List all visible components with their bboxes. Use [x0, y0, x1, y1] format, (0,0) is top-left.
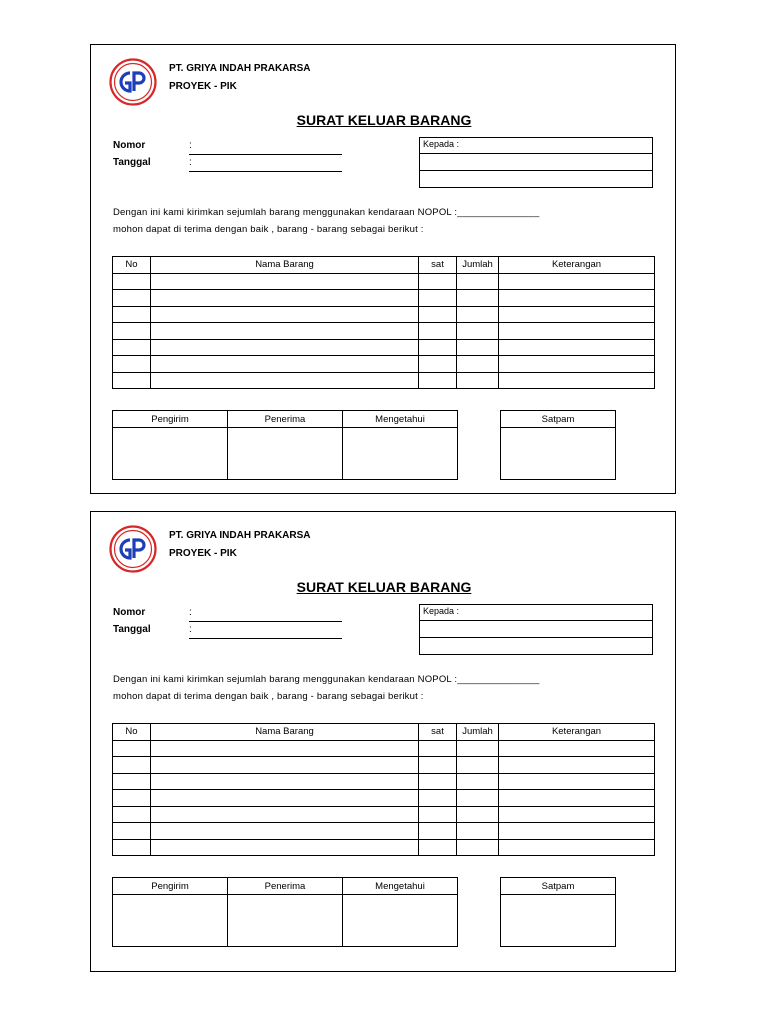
- company-logo-icon: [109, 525, 157, 573]
- cell-no[interactable]: [113, 773, 151, 790]
- items-header-row: [113, 257, 655, 274]
- signature-table: [112, 877, 458, 947]
- cell-jumlah[interactable]: [457, 806, 499, 823]
- cell-jumlah[interactable]: [457, 290, 499, 307]
- cell-jumlah[interactable]: [457, 323, 499, 340]
- project-name: PROYEK - PIK: [169, 81, 237, 92]
- cell-jumlah[interactable]: [457, 823, 499, 840]
- kepada-box: [419, 604, 653, 655]
- table-row: [113, 323, 655, 340]
- cell-no[interactable]: [113, 306, 151, 323]
- tanggal-colon: :: [189, 157, 192, 168]
- cell-sat[interactable]: [419, 372, 457, 389]
- cell-keterangan[interactable]: [499, 823, 655, 840]
- signature-table: [112, 410, 458, 480]
- cell-no[interactable]: [113, 323, 151, 340]
- receive-statement: mohon dapat di terima dengan baik , barang - barang sebagai berikut :: [113, 691, 424, 702]
- table-row: [113, 757, 655, 774]
- items-header-row: [113, 724, 655, 741]
- signature-box-penerima[interactable]: [228, 428, 343, 480]
- table-row: [113, 806, 655, 823]
- cell-keterangan[interactable]: [499, 339, 655, 356]
- cell-keterangan[interactable]: [499, 773, 655, 790]
- nomor-label: Nomor: [113, 140, 146, 151]
- cell-keterangan[interactable]: [499, 806, 655, 823]
- kepada-line[interactable]: [420, 621, 652, 637]
- table-row: [113, 823, 655, 840]
- cell-sat[interactable]: [419, 273, 457, 290]
- cell-jumlah[interactable]: [457, 273, 499, 290]
- column-header-no: No: [113, 257, 151, 274]
- signature-header-mengetahui: Mengetahui: [343, 411, 458, 428]
- table-row: [113, 740, 655, 757]
- signature-box-mengetahui[interactable]: [343, 895, 458, 947]
- nomor-colon: :: [189, 140, 192, 151]
- table-row: [113, 306, 655, 323]
- cell-sat[interactable]: [419, 306, 457, 323]
- signature-box-penerima[interactable]: [228, 895, 343, 947]
- cell-jumlah[interactable]: [457, 356, 499, 373]
- column-header-keterangan: Keterangan: [499, 257, 655, 274]
- table-row: [113, 773, 655, 790]
- cell-no[interactable]: [113, 290, 151, 307]
- cell-nama-barang[interactable]: [151, 290, 419, 307]
- table-row: [113, 839, 655, 856]
- company-name: PT. GRIYA INDAH PRAKARSA: [169, 63, 311, 74]
- tanggal-label: Tanggal: [113, 157, 151, 168]
- nomor-label: Nomor: [113, 607, 146, 618]
- column-header-keterangan: Keterangan: [499, 724, 655, 741]
- cell-sat[interactable]: [419, 839, 457, 856]
- cell-nama-barang[interactable]: [151, 356, 419, 373]
- cell-keterangan[interactable]: [499, 273, 655, 290]
- cell-no[interactable]: [113, 740, 151, 757]
- cell-no[interactable]: [113, 823, 151, 840]
- cell-nama-barang[interactable]: [151, 273, 419, 290]
- cell-no[interactable]: [113, 790, 151, 807]
- kepada-line[interactable]: [420, 171, 652, 187]
- cell-sat[interactable]: [419, 323, 457, 340]
- cell-sat[interactable]: [419, 290, 457, 307]
- cell-keterangan[interactable]: [499, 740, 655, 757]
- cell-keterangan[interactable]: [499, 372, 655, 389]
- cell-keterangan[interactable]: [499, 306, 655, 323]
- signature-header-pengirim: Pengirim: [113, 878, 228, 895]
- cell-no[interactable]: [113, 372, 151, 389]
- document-title: SURAT KELUAR BARANG: [296, 112, 472, 128]
- cell-keterangan[interactable]: [499, 356, 655, 373]
- cell-nama-barang[interactable]: [151, 806, 419, 823]
- cell-nama-barang[interactable]: [151, 790, 419, 807]
- cell-sat[interactable]: [419, 806, 457, 823]
- company-name: PT. GRIYA INDAH PRAKARSA: [169, 530, 311, 541]
- signature-header-penerima: Penerima: [228, 878, 343, 895]
- satpam-header: Satpam: [501, 411, 616, 428]
- satpam-table: [500, 410, 616, 480]
- cell-no[interactable]: [113, 356, 151, 373]
- cell-jumlah[interactable]: [457, 839, 499, 856]
- cell-jumlah[interactable]: [457, 339, 499, 356]
- cell-no[interactable]: [113, 757, 151, 774]
- satpam-signature-box[interactable]: [501, 895, 616, 947]
- table-row: [113, 356, 655, 373]
- satpam-signature-box[interactable]: [501, 428, 616, 480]
- cell-nama-barang[interactable]: [151, 823, 419, 840]
- kepada-line[interactable]: [420, 638, 652, 654]
- cell-nama-barang[interactable]: [151, 339, 419, 356]
- kepada-box: [419, 137, 653, 188]
- cell-nama-barang[interactable]: [151, 372, 419, 389]
- company-logo-icon: [109, 58, 157, 106]
- signature-box-pengirim[interactable]: [113, 895, 228, 947]
- kepada-label[interactable]: Kepada :: [420, 605, 652, 621]
- column-header-no: No: [113, 724, 151, 741]
- delivery-form-1: [90, 44, 676, 494]
- tanggal-field[interactable]: [189, 171, 342, 172]
- cell-jumlah[interactable]: [457, 306, 499, 323]
- column-header-nama-barang: Nama Barang: [151, 724, 419, 741]
- cell-keterangan[interactable]: [499, 790, 655, 807]
- tanggal-colon: :: [189, 624, 192, 635]
- cell-jumlah[interactable]: [457, 790, 499, 807]
- project-name: PROYEK - PIK: [169, 548, 237, 559]
- document-title: SURAT KELUAR BARANG: [296, 579, 472, 595]
- cell-sat[interactable]: [419, 823, 457, 840]
- cell-no[interactable]: [113, 339, 151, 356]
- kepada-label[interactable]: Kepada :: [420, 138, 652, 154]
- vehicle-statement: Dengan ini kami kirimkan sejumlah barang menggunakan kendaraan NOPOL :_______________: [113, 674, 540, 685]
- delivery-form-2: [90, 511, 676, 972]
- table-row: [113, 290, 655, 307]
- kepada-line[interactable]: [420, 154, 652, 170]
- signature-header-mengetahui: Mengetahui: [343, 878, 458, 895]
- cell-jumlah[interactable]: [457, 372, 499, 389]
- signature-box-pengirim[interactable]: [113, 428, 228, 480]
- satpam-header: Satpam: [501, 878, 616, 895]
- cell-jumlah[interactable]: [457, 740, 499, 757]
- column-header-sat: sat: [419, 257, 457, 274]
- cell-nama-barang[interactable]: [151, 839, 419, 856]
- cell-nama-barang[interactable]: [151, 740, 419, 757]
- column-header-jumlah: Jumlah: [457, 724, 499, 741]
- column-header-jumlah: Jumlah: [457, 257, 499, 274]
- cell-nama-barang[interactable]: [151, 306, 419, 323]
- table-row: [113, 372, 655, 389]
- cell-nama-barang[interactable]: [151, 757, 419, 774]
- cell-keterangan[interactable]: [499, 290, 655, 307]
- tanggal-label: Tanggal: [113, 624, 151, 635]
- satpam-table: [500, 877, 616, 947]
- cell-sat[interactable]: [419, 356, 457, 373]
- vehicle-statement: Dengan ini kami kirimkan sejumlah barang menggunakan kendaraan NOPOL :_______________: [113, 207, 540, 218]
- cell-keterangan[interactable]: [499, 323, 655, 340]
- cell-keterangan[interactable]: [499, 757, 655, 774]
- column-header-sat: sat: [419, 724, 457, 741]
- items-table: [112, 256, 655, 389]
- cell-jumlah[interactable]: [457, 773, 499, 790]
- cell-keterangan[interactable]: [499, 839, 655, 856]
- cell-nama-barang[interactable]: [151, 773, 419, 790]
- cell-nama-barang[interactable]: [151, 323, 419, 340]
- signature-header-pengirim: Pengirim: [113, 411, 228, 428]
- cell-no[interactable]: [113, 273, 151, 290]
- cell-no[interactable]: [113, 839, 151, 856]
- tanggal-field[interactable]: [189, 638, 342, 639]
- cell-no[interactable]: [113, 806, 151, 823]
- table-row: [113, 790, 655, 807]
- nomor-field[interactable]: [189, 621, 342, 622]
- signature-box-mengetahui[interactable]: [343, 428, 458, 480]
- cell-sat[interactable]: [419, 790, 457, 807]
- cell-jumlah[interactable]: [457, 757, 499, 774]
- cell-sat[interactable]: [419, 339, 457, 356]
- cell-sat[interactable]: [419, 773, 457, 790]
- items-table: [112, 723, 655, 856]
- signature-header-penerima: Penerima: [228, 411, 343, 428]
- table-row: [113, 339, 655, 356]
- receive-statement: mohon dapat di terima dengan baik , barang - barang sebagai berikut :: [113, 224, 424, 235]
- column-header-nama-barang: Nama Barang: [151, 257, 419, 274]
- nomor-colon: :: [189, 607, 192, 618]
- nomor-field[interactable]: [189, 154, 342, 155]
- cell-sat[interactable]: [419, 740, 457, 757]
- cell-sat[interactable]: [419, 757, 457, 774]
- table-row: [113, 273, 655, 290]
